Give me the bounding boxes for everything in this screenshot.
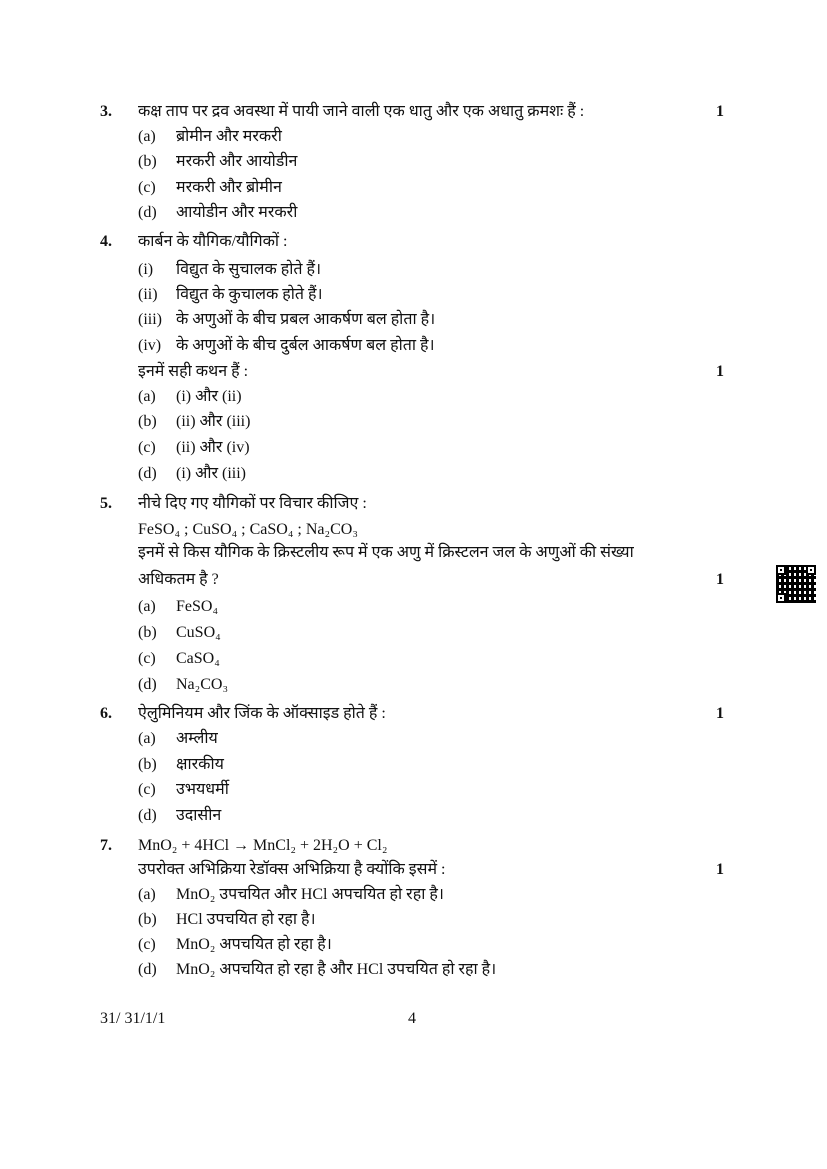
option-label: (c) <box>138 650 156 667</box>
option-text: उभयधर्मी <box>176 781 229 798</box>
option-label: (b) <box>138 911 157 928</box>
question-text: ऐलुमिनियम और जिंक के ऑक्साइड होते हैं : <box>138 705 386 722</box>
page-number: 4 <box>408 1010 416 1027</box>
option-label: (d) <box>138 465 157 482</box>
statement-label: (iii) <box>138 311 162 328</box>
option-label: (a) <box>138 388 156 405</box>
option-text: HCl उपचयित हो रहा है। <box>176 911 316 928</box>
option-text: MnO₂ अपचयित हो रहा है। <box>176 936 332 953</box>
option-text: अम्लीय <box>176 730 218 747</box>
option-text: MnO₂ उपचयित और HCl अपचयित हो रहा है। <box>176 886 444 903</box>
marks: 1 <box>716 571 724 588</box>
option-label: (d) <box>138 676 157 693</box>
question-line: इनमें से किस यौगिक के क्रिस्टलीय रूप में एक अणु में क्रिस्टलन जल के अणुओं की संख्या <box>138 544 634 561</box>
option-label: (c) <box>138 936 156 953</box>
option-text: क्षारकीय <box>176 756 224 773</box>
statement-label: (iv) <box>138 337 162 354</box>
option-label: (c) <box>138 439 156 456</box>
option-text: FeSO₄ <box>176 598 219 615</box>
option-text: CaSO₄ <box>176 650 220 667</box>
option-text: उदासीन <box>176 807 222 824</box>
option-text: आयोडीन और मरकरी <box>176 204 298 221</box>
question-text: उपरोक्त अभिक्रिया रेडॉक्स अभिक्रिया है क्योंकि इसमें : <box>138 861 446 878</box>
statement-text: विद्युत के सुचालक होते हैं। <box>176 261 322 278</box>
chemical-equation: MnO₂ + 4HCl → MnCl₂ + 2H₂O + Cl₂ <box>138 837 388 854</box>
statement-text: के अणुओं के बीच प्रबल आकर्षण बल होता है। <box>176 311 436 328</box>
question-line: अधिकतम है ? <box>138 571 219 588</box>
question-number: 3. <box>100 103 112 120</box>
statement-label: (ii) <box>138 286 158 303</box>
option-text: MnO₂ अपचयित हो रहा है और HCl उपचयित हो रहा है। <box>176 961 497 978</box>
option-label: (a) <box>138 598 156 615</box>
marks: 1 <box>716 861 724 878</box>
question-number: 6. <box>100 705 112 722</box>
option-text: (ii) और (iv) <box>176 439 250 456</box>
marks: 1 <box>716 363 724 380</box>
marks: 1 <box>716 103 724 120</box>
option-label: (b) <box>138 624 157 641</box>
statement-label: (i) <box>138 261 154 278</box>
question-number: 5. <box>100 495 112 512</box>
question-number: 7. <box>100 837 112 854</box>
option-text: मरकरी और आयोडीन <box>176 153 298 170</box>
question-text: कक्ष ताप पर द्रव अवस्था में पायी जाने वाली एक धातु और एक अधातु क्रमशः हैं : <box>138 103 585 120</box>
question-number: 4. <box>100 233 112 250</box>
option-text: Na₂CO₃ <box>176 676 229 693</box>
option-label: (b) <box>138 413 157 430</box>
paper-code: 31/ 31/1/1 <box>100 1010 166 1027</box>
question-text: कार्बन के यौगिक/यौगिकों : <box>138 233 288 250</box>
option-text: (ii) और (iii) <box>176 413 251 430</box>
formula-list: FeSO₄ ; CuSO₄ ; CaSO₄ ; Na₂CO₃ <box>138 521 358 538</box>
option-text: मरकरी और ब्रोमीन <box>176 179 282 196</box>
option-label: (d) <box>138 807 157 824</box>
option-label: (c) <box>138 179 156 196</box>
option-text: (i) और (iii) <box>176 465 247 482</box>
option-text: ब्रोमीन और मरकरी <box>176 128 282 145</box>
option-label: (a) <box>138 730 156 747</box>
option-label: (b) <box>138 756 157 773</box>
option-label: (b) <box>138 153 157 170</box>
option-label: (d) <box>138 204 157 221</box>
statement-text: के अणुओं के बीच दुर्बल आकर्षण बल होता है। <box>176 337 435 354</box>
statement-text: विद्युत के कुचालक होते हैं। <box>176 286 323 303</box>
option-label: (a) <box>138 886 156 903</box>
option-label: (d) <box>138 961 157 978</box>
question-text: नीचे दिए गए यौगिकों पर विचार कीजिए : <box>138 495 367 512</box>
qr-code <box>776 565 816 603</box>
option-label: (c) <box>138 781 156 798</box>
option-text: CuSO₄ <box>176 624 221 641</box>
option-label: (a) <box>138 128 156 145</box>
question-prompt: इनमें सही कथन हैं : <box>138 363 249 380</box>
marks: 1 <box>716 705 724 722</box>
option-text: (i) और (ii) <box>176 388 242 405</box>
